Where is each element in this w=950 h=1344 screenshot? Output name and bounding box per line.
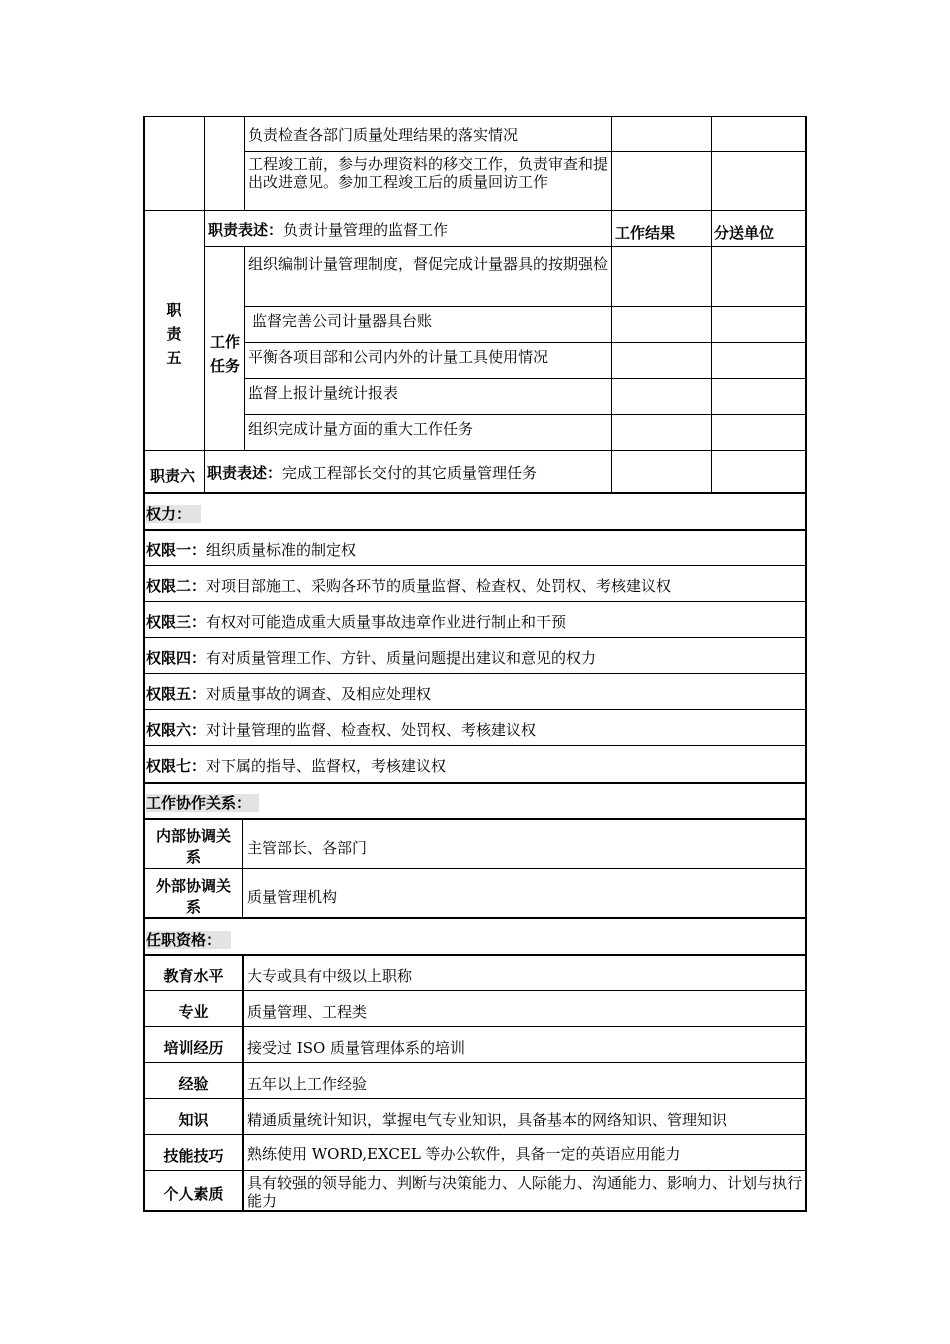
qualification-value: 五年以上工作经验 (247, 1075, 368, 1093)
task-text: 组织完成计量方面的重大工作任务 (248, 420, 474, 438)
duty6-label: 职责六 (150, 467, 196, 485)
qualification-label: 专业 (178, 1003, 209, 1021)
authority-item: 权限二：对项目部施工、采购各环节的质量监督、检查权、处罚权、考核建议权 (146, 577, 672, 595)
duty5-description: 职责表述：负责计量管理的监督工作 (208, 221, 449, 239)
column-header-result: 工作结果 (615, 224, 676, 242)
authority-item: 权限五：对质量事故的调查、及相应处理权 (146, 685, 432, 703)
authority-item: 权限一：组织质量标准的制定权 (146, 541, 357, 559)
qualification-value: 质量管理、工程类 (247, 1003, 368, 1021)
qualification-value: 具有较强的领导能力、判断与决策能力、人际能力、沟通能力、影响力、计划与执行能力 (247, 1174, 803, 1210)
task-text: 监督上报计量统计报表 (248, 384, 399, 402)
collab-label-external: 外部协调关 系 (155, 877, 231, 916)
task-text: 组织编制计量管理制度，督促完成计量器具的按期强检 (248, 255, 609, 273)
task-text: 平衡各项目部和公司内外的计量工具使用情况 (248, 348, 549, 366)
task-column-label: 工作 任务 (209, 333, 240, 375)
qualification-label: 培训经历 (163, 1039, 224, 1057)
duty5-label: 职 责 五 (166, 301, 182, 367)
task-text: 工程竣工前，参与办理资料的移交工作，负责审查和提出改进意见。参加工程竣工后的质量回访工作 (248, 155, 609, 191)
table-right-border (805, 116, 807, 1212)
duty6-description: 职责表述：完成工程部长交付的其它质量管理任务 (207, 464, 538, 482)
section-title-authority: 权力： (146, 505, 201, 523)
qualification-value: 精通质量统计知识，掌握电气专业知识，具备基本的网络知识、管理知识 (247, 1111, 728, 1129)
qualification-value: 接受过 ISO 质量管理体系的培训 (247, 1039, 466, 1057)
collab-value-external: 质量管理机构 (247, 888, 338, 906)
column-header-destination: 分送单位 (714, 224, 775, 242)
task-text: 监督完善公司计量器具台账 (252, 312, 433, 330)
qualification-label: 教育水平 (163, 967, 224, 985)
qualification-value: 大专或具有中级以上职称 (247, 967, 413, 985)
collab-value-internal: 主管部长、各部门 (247, 839, 368, 857)
task-text: 负责检查各部门质量处理结果的落实情况 (248, 126, 519, 144)
collab-label-internal: 内部协调关 系 (155, 827, 231, 866)
authority-item: 权限三：有权对可能造成重大质量事故违章作业进行制止和干预 (146, 613, 567, 631)
qualification-value: 熟练使用 WORD,EXCEL 等办公软件，具备一定的英语应用能力 (247, 1145, 681, 1163)
authority-item: 权限七：对下属的指导、监督权，考核建议权 (146, 757, 447, 775)
section-title-qualification: 任职资格： (146, 931, 231, 949)
qualification-label: 知识 (178, 1111, 209, 1129)
authority-item: 权限六：对计量管理的监督、检查权、处罚权、考核建议权 (146, 721, 537, 739)
qualification-label: 个人素质 (163, 1185, 224, 1203)
section-title-collaboration: 工作协作关系： (146, 794, 259, 812)
qualification-label: 技能技巧 (163, 1147, 224, 1165)
qualification-label: 经验 (178, 1075, 209, 1093)
authority-item: 权限四：有对质量管理工作、方针、质量问题提出建议和意见的权力 (146, 649, 597, 667)
